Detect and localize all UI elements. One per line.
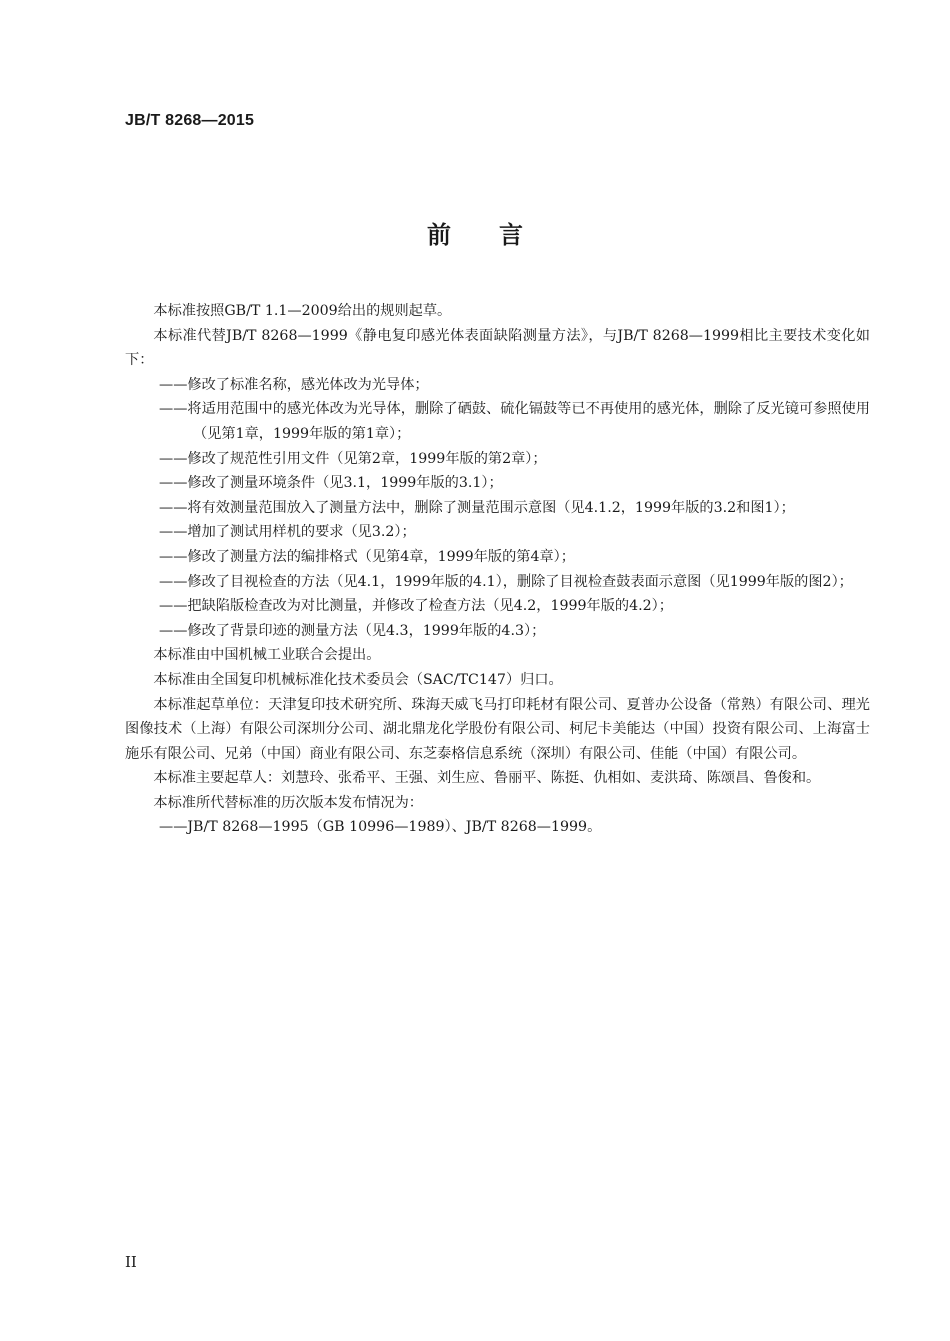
paragraph-drafters: 本标准主要起草人：刘慧玲、张希平、王强、刘生应、鲁丽平、陈挺、仇相如、麦洪琦、陈颂昌、鲁俊和。 xyxy=(153,770,821,787)
paragraph-centralized-by: 本标准由全国复印机械标准化技术委员会（SAC/TC147）归口。 xyxy=(153,671,563,688)
change-item: ——将有效测量范围放入了测量方法中，删除了测量范围示意图（见4.1.2，1999年版的3.2和图1）； xyxy=(159,499,795,516)
change-item: ——把缺陷版检查改为对比测量，并修改了检查方法（见4.2，1999年版的4.2）； xyxy=(159,598,673,615)
history-item: ——JB/T 8268—1995（GB 10996—1989）、JB/T 8268—1999。 xyxy=(159,819,602,836)
page-number: II xyxy=(125,1253,137,1271)
change-item: ——修改了规范性引用文件（见第2章，1999年版的第2章）； xyxy=(159,450,547,467)
paragraph-drafting-rules: 本标准按照GB/T 1.1—2009给出的规则起草。 xyxy=(153,303,452,319)
title-char-1: 前 xyxy=(427,221,451,249)
paragraph-replaces: 本标准代替JB/T 8268—1999《静电复印感光体表面缺陷测量方法》，与JB/T 8268—1999相比主要技术变化如下： xyxy=(125,327,870,369)
change-item: ——增加了测试用样机的要求（见3.2）； xyxy=(159,524,416,541)
title-char-2: 言 xyxy=(499,221,523,249)
change-item: ——将适用范围中的感光体改为光导体，删除了硒鼓、硫化镉鼓等已不再使用的感光体，删除了反光镜可参照使用（见第1章，1999年版的第1章）； xyxy=(159,401,870,442)
change-item: ——修改了测量环境条件（见3.1，1999年版的3.1）； xyxy=(159,475,503,492)
standard-code: JB/T 8268—2015 xyxy=(125,112,255,129)
change-item: ——修改了背景印迹的测量方法（见4.3，1999年版的4.3）； xyxy=(159,622,546,639)
change-item: ——修改了标准名称，感光体改为光导体； xyxy=(159,376,429,393)
page-title xyxy=(0,215,950,250)
foreword-body xyxy=(125,299,870,840)
change-item: ——修改了测量方法的编排格式（见第4章，1999年版的第4章）； xyxy=(159,548,575,565)
change-item: ——修改了目视检查的方法（见4.1，1999年版的4.1），删除了目视检查鼓表面示意图（见1999年版的图2）； xyxy=(159,573,853,590)
paragraph-drafting-units: 本标准起草单位：天津复印技术研究所、珠海天威飞马打印耗材有限公司、夏普办公设备（常熟）有限公司、理光图像技术（上海）有限公司深圳分公司、湖北鼎龙化学股份有限公司、柯尼卡美能达（中国）投资有限公司、上海富士施乐有限公司、兄弟（中国）商业有限公司、东芝泰格信息系统（深圳）有限公司、佳能（中国）有限公司。 xyxy=(125,696,870,762)
paragraph-proposed-by: 本标准由中国机械工业联合会提出。 xyxy=(153,647,381,664)
paragraph-history-intro: 本标准所代替标准的历次版本发布情况为： xyxy=(153,794,423,811)
